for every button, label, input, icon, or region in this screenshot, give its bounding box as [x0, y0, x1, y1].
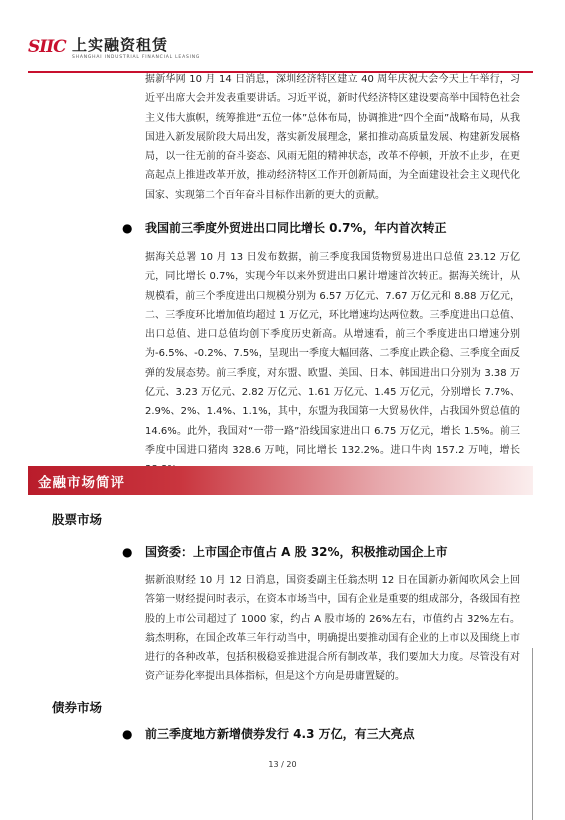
margin-rule — [532, 648, 533, 820]
trade-paragraph: 据海关总署 10 月 13 日发布数据，前三季度我国货物贸易进出口总值 23.12 万亿元，同比增长 0.7%，实现今年以来外贸进出口累计增速首次转正。据海关统计，从规模看，前三个季度进出口规模分别为 6.57 万亿元、7.67 万亿元和 8.88 万亿元，二、三季度环比增加值均超过 1 万亿元，环比增速均达两位数。三季度进出口总值、出口总值、进口总值均创下季度历史新高。从增速看，前三个季度进出口增速分别为-6.5%、-0.2%、7.5%，呈现出一季度大幅回落、二季度止跌企稳、三季度全面反弹的发展态势。前三季度，对东盟、欧盟、美国、日本、韩国进出口分别为 3.38 万亿元、3.23 万亿元、2.82 万亿元、1.61 万亿元、1.45 万亿元，分别增长 7.7%、2.9%、2%、1.4%、1.1%，其中，东盟为我国第一大贸易伙伴，占我国外贸总值的 14.6%。此外，我国对“一带一路”沿线国家进出口 6.75 万亿元，增长 1.5%。前三季度中国进口猪肉 328.6 万吨，同比增长 132.2%。进口牛肉 157.2 万吨，增长 — [145, 252, 520, 456]
stock-heading: 国资委：上市国企市值占 A 股 32%，积极推动国企上市 — [145, 545, 448, 559]
page-header — [28, 34, 533, 74]
stock-market-subheading: 股票市场 — [52, 512, 103, 527]
company-name-en: SHANGHAI INDUSTRIAL FINANCIAL LEASING — [72, 55, 201, 60]
page-number: 13 / 20 — [268, 760, 297, 769]
company-name: 上实融资租赁 — [72, 36, 169, 54]
bullet-icon: ● — [122, 545, 133, 559]
section-title: 金融市场简评 — [38, 475, 125, 491]
intro-paragraph: 据新华网 10 月 14 日消息，深圳经济特区建立 40 周年庆祝大会今天上午举行，习近平出席大会并发表重要讲话。习近平说，新时代经济特区建设要高举中国特色社会主义伟大旗帜，统筹推进“五位一体”总体布局，协调推进“四个全面”战略布局，从我国进入新发展阶段大局出发，落实新发展理念，紧扣推动高质量发展、构建新发展格局，以一往无前的奋斗姿态、风雨无阻的精神状态，改革不停顿，开放不止步，在更高起点上推进改革开放，推动经济特区工作开创新局面，为全面建设社会主义现代化国家、实现第二个百年奋斗目标作出新的更大的贡献。 — [145, 74, 520, 201]
bullet-icon: ● — [122, 221, 133, 235]
bullet-icon: ● — [122, 727, 133, 741]
bond-heading: 前三季度地方新增债券发行 4.3 万亿，有三大亮点 — [145, 727, 415, 741]
siic-logo-icon: SIIC — [28, 37, 66, 57]
section-banner — [28, 466, 533, 495]
bond-market-subheading: 债券市场 — [52, 700, 103, 715]
stock-paragraph: 据新浪财经 10 月 12 日消息，国资委副主任翁杰明 12 日在国新办新闻吹风会上回答第一财经提问时表示，在资本市场当中，国有企业是重要的组成部分，各级国有控股的上市公司超过了 1000 家，约占 A 股市场的 26%左右，市值约占 32%左右。翁杰明称，在国企改革三年行动当中，明确提出要推动国有企业的上市以及围绕上市进行的各种改革，包括积极稳妥推进混合所有制改革，我们要加大力度。尽管没有对资产证券化率提出具体指标，但是这个方向是毋庸置疑的。 — [145, 575, 520, 683]
trade-heading: 我国前三季度外贸进出口同比增长 0.7%，年内首次转正 — [145, 221, 447, 235]
